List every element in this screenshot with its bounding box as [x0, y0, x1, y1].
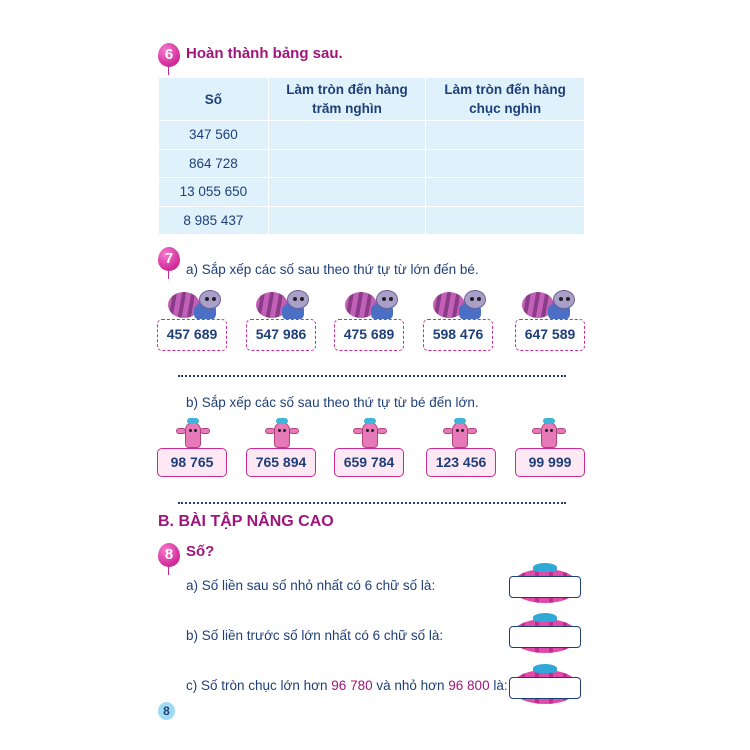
table-cell-number: 13 055 650 — [159, 178, 269, 207]
table-cell-number: 347 560 — [159, 121, 269, 150]
worm-icon — [532, 418, 566, 448]
answer-line-b[interactable] — [178, 502, 566, 504]
number-card: 475 689 — [334, 319, 404, 351]
exercise-7-balloon-icon — [158, 247, 180, 273]
answer-cell[interactable] — [426, 149, 585, 178]
exercise-6-number: 6 — [158, 43, 180, 67]
number-card: 99 999 — [515, 448, 585, 477]
answer-line-a[interactable] — [178, 375, 566, 377]
number-card: 765 894 — [246, 448, 316, 477]
answer-field[interactable] — [509, 576, 581, 598]
pumpkin-answer-box[interactable] — [509, 613, 581, 653]
exercise-7-number: 7 — [158, 247, 180, 271]
exercise-7a-prompt: a) Sắp xếp các số sau theo thứ tự từ lớn đến bé. — [186, 262, 479, 277]
worm-icon — [265, 418, 299, 448]
answer-cell[interactable] — [426, 178, 585, 207]
raccoon-icon — [254, 290, 312, 320]
page-number: 8 — [158, 702, 175, 720]
answer-cell[interactable] — [268, 121, 426, 150]
exercise-7b-prompt: b) Sắp xếp các số sau theo thứ tự từ bé đến lớn. — [186, 395, 479, 410]
exercise-8-title: Số? — [186, 543, 215, 560]
worm-icon — [176, 418, 210, 448]
raccoon-icon — [166, 290, 224, 320]
table-cell-number: 864 728 — [159, 149, 269, 178]
exercise-6-title: Hoàn thành bảng sau. — [186, 45, 343, 62]
worm-icon — [353, 418, 387, 448]
header-so: Số — [159, 78, 269, 121]
table-row — [159, 178, 585, 207]
number-card: 123 456 — [426, 448, 496, 477]
answer-field[interactable] — [509, 626, 581, 648]
number-card: 659 784 — [334, 448, 404, 477]
number-card: 457 689 — [157, 319, 227, 351]
raccoon-icon — [343, 290, 401, 320]
answer-cell[interactable] — [268, 149, 426, 178]
table-row — [159, 121, 585, 150]
table-cell-number: 8 985 437 — [159, 206, 269, 235]
highlight-number: 96 780 — [331, 678, 373, 693]
rounding-table — [158, 77, 585, 235]
exercise-8b-text: b) Số liền trước số lớn nhất có 6 chữ số là: — [186, 628, 444, 643]
number-card: 647 589 — [515, 319, 585, 351]
exercise-8-balloon-icon — [158, 543, 180, 569]
raccoon-icon — [520, 290, 578, 320]
number-card: 547 986 — [246, 319, 316, 351]
number-card: 98 765 — [157, 448, 227, 477]
answer-cell[interactable] — [268, 206, 426, 235]
exercise-8a-text: a) Số liền sau số nhỏ nhất có 6 chữ số là: — [186, 578, 436, 593]
answer-cell[interactable] — [268, 178, 426, 207]
section-b-heading: B. BÀI TẬP NÂNG CAO — [158, 513, 334, 530]
pumpkin-answer-box[interactable] — [509, 664, 581, 704]
highlight-number: 96 800 — [448, 678, 490, 693]
table-row — [159, 206, 585, 235]
number-card: 598 476 — [423, 319, 493, 351]
table-row — [159, 149, 585, 178]
exercise-8-number: 8 — [158, 543, 180, 567]
header-ten-thousands: Làm tròn đến hàng chục nghìn — [426, 78, 585, 121]
answer-cell[interactable] — [426, 121, 585, 150]
answer-cell[interactable] — [426, 206, 585, 235]
raccoon-icon — [431, 290, 489, 320]
answer-field[interactable] — [509, 677, 581, 699]
pumpkin-answer-box[interactable] — [509, 563, 581, 603]
table-header-row — [159, 78, 585, 121]
worm-icon — [443, 418, 477, 448]
exercise-6-balloon-icon — [158, 43, 180, 69]
header-hundred-thousands: Làm tròn đến hàng trăm nghìn — [268, 78, 426, 121]
exercise-8c-text: c) Số tròn chục lớn hơn 96 780 và nhỏ hơn 96 800 là: — [186, 678, 508, 693]
